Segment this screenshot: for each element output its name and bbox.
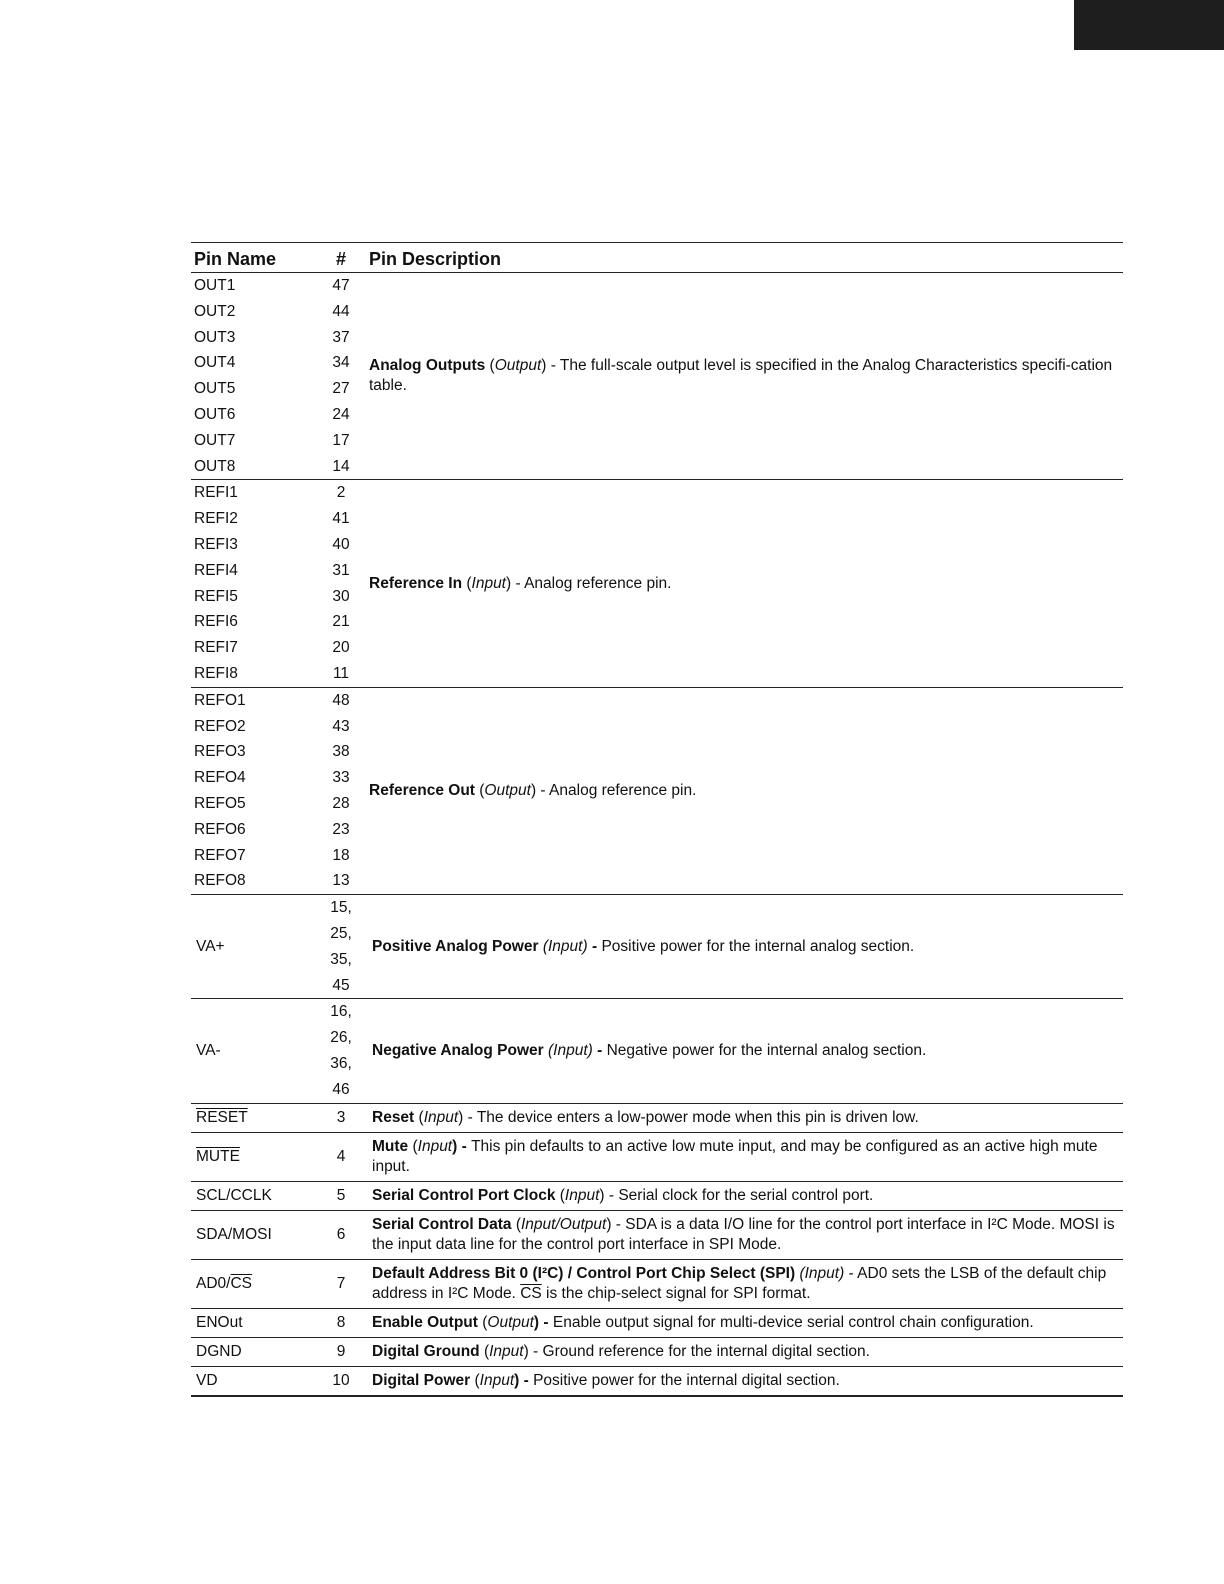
pin-number: 45 (332, 976, 350, 994)
table-row-analog-outputs (191, 273, 1123, 480)
pin-description-title: Analog Outputs (369, 357, 486, 375)
pin-description-text: The device enters a low-power mode when this pin is driven low. (476, 1108, 919, 1126)
pin-name: RESET (196, 1108, 248, 1126)
desc-separator: ) - (533, 1313, 553, 1331)
pin-description-title: Digital Ground (372, 1342, 480, 1360)
desc-separator: ) - (606, 1215, 626, 1233)
pin-description-title: Reference Out (369, 781, 475, 799)
desc-separator: ) - (514, 1371, 534, 1389)
pin-name: SDA/MOSI (196, 1225, 272, 1243)
pin-description-text: Analog reference pin. (549, 781, 697, 799)
desc-separator: - (587, 937, 602, 955)
table-row-mute (191, 1132, 1123, 1181)
pin-name: VA- (196, 1041, 221, 1059)
pin-direction: (Input) (799, 1264, 845, 1282)
pin-description (366, 687, 1123, 894)
pin-description-title: Negative Analog Power (372, 1041, 544, 1059)
pin-description (366, 1132, 1123, 1181)
pin-description-text: Positive power for the internal analog section. (601, 937, 915, 955)
pin-name: REFO5 (194, 794, 246, 812)
pin-name: REFI4 (194, 561, 238, 579)
pin-description-text: Negative power for the internal analog section. (606, 1041, 927, 1059)
pin-number: 35, (330, 950, 352, 968)
desc-separator: ( (470, 1371, 480, 1389)
desc-separator: ( (408, 1137, 418, 1155)
pin-number: 16, (330, 1003, 352, 1021)
desc-separator: ) - (506, 574, 525, 592)
pin-number: 26, (330, 1029, 352, 1047)
pin-name-cell (191, 1259, 316, 1308)
pin-number: 28 (332, 794, 350, 812)
pin-direction: (Input) (542, 937, 588, 955)
desc-separator: ( (477, 1313, 488, 1331)
table-header-row (191, 243, 1123, 273)
pin-description (366, 1337, 1123, 1366)
pin-number: 46 (332, 1080, 350, 1098)
desc-separator: ( (414, 1108, 424, 1126)
pin-name: VA+ (196, 937, 225, 955)
pin-name-cell (191, 1132, 316, 1181)
pin-description-title: Reset (372, 1108, 415, 1126)
desc-separator: - (592, 1041, 607, 1059)
pin-description (366, 1181, 1123, 1210)
pin-description-text: is the chip-select signal for SPI format. (541, 1284, 811, 1302)
table-row-ad0-cs (191, 1259, 1123, 1308)
pin-number-list (316, 687, 366, 894)
pin-name: REFO2 (194, 717, 246, 735)
pin-number: 23 (332, 820, 350, 838)
pin-number: 20 (332, 639, 350, 657)
pin-description-title: Enable Output (372, 1313, 478, 1331)
desc-separator: ( (511, 1215, 521, 1233)
pin-number: 40 (332, 535, 350, 553)
pin-name-list (191, 273, 316, 480)
pin-number: 36, (330, 1054, 352, 1072)
pin-name: REFI3 (194, 535, 238, 553)
pin-description-text: This pin defaults to an active low mute input, and may be configured as an active high mute input. (372, 1137, 1098, 1175)
pin-name: OUT8 (194, 457, 236, 475)
header-pin-number: # (335, 248, 346, 269)
table-row-reset (191, 1103, 1123, 1132)
pin-description-title: Digital Power (372, 1371, 471, 1389)
table-row-va-plus (191, 895, 1123, 999)
pin-description-overbar: $\overline{CS}$ (520, 1284, 542, 1302)
pin-number: 25, (330, 924, 352, 942)
table-row-sda-mosi (191, 1210, 1123, 1259)
pin-name: OUT6 (194, 405, 236, 423)
pin-name: REFI6 (194, 613, 238, 631)
pin-number: 5 (336, 1186, 346, 1204)
pin-number: 47 (332, 277, 350, 294)
pin-description (366, 1210, 1123, 1259)
desc-separator: ( (479, 1342, 490, 1360)
desc-separator: ( (462, 574, 472, 592)
pin-number: 17 (332, 431, 350, 449)
pin-number-list (316, 999, 366, 1103)
pin-description-text: Ground reference for the internal digital section. (542, 1342, 870, 1360)
pin-number: 30 (332, 587, 350, 605)
pin-number: 38 (332, 743, 350, 761)
table-row-reference-in (191, 480, 1123, 687)
pin-direction: Output (494, 357, 542, 375)
table-row-dgnd (191, 1337, 1123, 1366)
pin-number: 15, (330, 899, 352, 917)
pin-description (366, 895, 1123, 999)
pin-name: REFO4 (194, 769, 246, 787)
pin-name-list (191, 687, 316, 894)
pin-number: 44 (332, 302, 350, 320)
pin-direction: Input (489, 1342, 524, 1360)
pin-name: OUT3 (194, 328, 236, 346)
pin-name: REFI2 (194, 510, 238, 528)
desc-separator: ( (485, 357, 495, 375)
pin-direction: Output (487, 1313, 534, 1331)
pin-number: 21 (332, 613, 350, 631)
pin-name: MUTE (196, 1147, 240, 1165)
pin-name: ENOut (196, 1313, 243, 1331)
pin-number: 10 (332, 1371, 350, 1389)
pin-description-title: Mute (372, 1137, 409, 1155)
pin-description-text: SDA is a data I/O line for the control port interface in I²C Mode. MOSI is the input data line for the control port interface in SPI Mode. (372, 1215, 1115, 1253)
pin-name: OUT7 (194, 431, 236, 449)
table-row-reference-out (191, 687, 1123, 894)
pin-description (366, 480, 1123, 687)
pin-name: REFO8 (194, 872, 246, 890)
pin-number: 43 (332, 717, 350, 735)
pin-direction: Input (423, 1108, 459, 1126)
pin-description (366, 1366, 1123, 1396)
header-pin-description: Pin Description (369, 248, 502, 269)
pin-name: OUT1 (194, 277, 236, 294)
pin-direction: Input (471, 574, 506, 592)
pin-description-text: Positive power for the internal digital section. (533, 1371, 840, 1389)
pin-description-title: Serial Control Port Clock (372, 1186, 556, 1204)
pin-name: DGND (196, 1342, 242, 1360)
pin-number: 37 (332, 328, 350, 346)
pin-number-list (316, 895, 366, 999)
table-row-enout (191, 1308, 1123, 1337)
pin-description-text: Analog reference pin. (524, 574, 672, 592)
pin-description-text: AD0 sets the LSB of the default chip address in I²C Mode. (372, 1264, 1107, 1302)
pin-name: VD (196, 1371, 218, 1389)
pin-name: REFO6 (194, 820, 246, 838)
pin-name: REFO1 (194, 691, 246, 709)
pin-direction: (Input) (548, 1041, 593, 1059)
pin-description-text: Enable output signal for multi-device serial control chain configuration. (552, 1313, 1034, 1331)
pin-name: REFI7 (194, 639, 238, 657)
pin-name: OUT2 (194, 302, 236, 320)
pin-description-table (191, 242, 1123, 1397)
pin-description-title: Serial Control Data (372, 1215, 512, 1233)
pin-number: 24 (332, 405, 350, 423)
pin-number: 34 (332, 354, 350, 372)
pin-name: SCL/CCLK (196, 1186, 272, 1204)
table-row-vd (191, 1366, 1123, 1396)
pin-number: 31 (332, 561, 350, 579)
pin-number-list (316, 480, 366, 687)
pin-name-list (191, 480, 316, 687)
pin-number: 41 (332, 510, 350, 528)
pin-description (366, 273, 1123, 480)
pin-name: REFO7 (194, 846, 246, 864)
pin-direction: Output (484, 781, 531, 799)
page-corner-tab (1074, 0, 1224, 50)
desc-separator: ) - (541, 357, 560, 375)
pin-description-text: The full-scale output level is specified in the Analog Characteristics specifi-cation table. (369, 357, 1113, 395)
pin-direction: Input/Output (521, 1215, 607, 1233)
pin-description (366, 1103, 1123, 1132)
desc-separator: ( (555, 1186, 565, 1204)
desc-separator: ) - (452, 1137, 472, 1155)
pin-number: 2 (336, 484, 346, 502)
pin-direction: Input (417, 1137, 453, 1155)
header-pin-name: Pin Name (194, 248, 277, 269)
pin-number: 4 (336, 1147, 346, 1165)
pin-name: REFI1 (194, 484, 238, 502)
desc-separator: ) - (458, 1108, 477, 1126)
pin-number: 14 (332, 457, 350, 475)
pin-description (366, 1259, 1123, 1308)
pin-number: 13 (332, 872, 350, 890)
pin-number: 9 (336, 1342, 346, 1360)
table-row-va-minus (191, 999, 1123, 1103)
pin-description-text: Serial clock for the serial control port. (618, 1186, 874, 1204)
desc-separator: ( (474, 781, 485, 799)
pin-name: REFO3 (194, 743, 246, 761)
pin-name: REFI5 (194, 587, 238, 605)
pin-direction: Input (479, 1371, 515, 1389)
pin-number: 33 (332, 769, 350, 787)
pin-number-list (316, 273, 366, 480)
pin-number: 27 (332, 380, 350, 398)
pin-number: 6 (336, 1225, 346, 1243)
pin-name-overbar: $\overline{CS}$ (230, 1274, 253, 1292)
pin-direction: Input (564, 1186, 600, 1204)
pin-number: 18 (332, 846, 350, 864)
desc-separator: ) - (530, 781, 550, 799)
pin-name-cell (191, 1103, 316, 1132)
pin-name: AD0/ (196, 1274, 231, 1292)
pin-number: 7 (336, 1274, 346, 1292)
pin-description (366, 999, 1123, 1103)
desc-separator: ) - (599, 1186, 619, 1204)
pin-description-title: Positive Analog Power (372, 937, 539, 955)
pin-number: 3 (336, 1108, 346, 1126)
pin-number: 8 (336, 1313, 346, 1331)
pin-number: 48 (332, 691, 350, 709)
pin-description-title: Default Address Bit 0 (I²C) / Control Port Chip Select (SPI) (372, 1264, 796, 1282)
desc-separator: - (844, 1264, 858, 1282)
pin-name: REFI8 (194, 664, 238, 682)
table-row-scl-cclk (191, 1181, 1123, 1210)
desc-separator: ) - (523, 1342, 543, 1360)
pin-number: 11 (332, 664, 350, 682)
pin-name: OUT5 (194, 380, 236, 398)
pin-description-title: Reference In (369, 574, 463, 592)
pin-name: OUT4 (194, 354, 236, 372)
pin-description (366, 1308, 1123, 1337)
